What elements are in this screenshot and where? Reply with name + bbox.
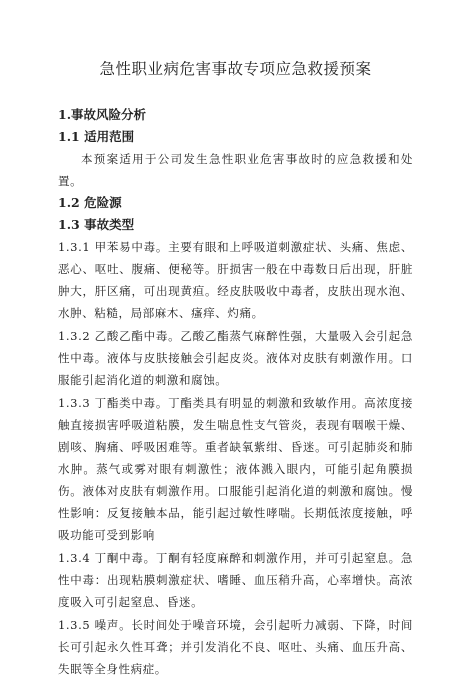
accident-type-item-ethyl-acetate: 1.3.2 乙酸乙酯中毒。乙酸乙酯蒸气麻醉性强，大量吸入会引起急性中毒。液体与皮肤接触会引起皮炎。液体对皮肤有刺激作用。口服能引起消化道的刺激和腐蚀。 [58,329,413,387]
document-title: 急性职业病危害事故专项应急救援预案 [99,60,372,78]
subsection-heading-hazard-source: 1.2 危险源 [58,195,122,210]
section-heading-risk-analysis: 1.事故风险分析 [58,107,147,122]
scope-paragraph: 本预案适用于公司发生急性职业危害事故时的应急救援和处置。 [58,152,413,188]
accident-type-item-toluene: 1.3.1 甲苯易中毒。主要有眼和上呼吸道刺激症状、头痛、焦虑、恶心、呕吐、腹痛、便秘等。肝损害一般在中毒数日后出现，肝脏肿大，肝区痛，可出现黄疸。经皮肤吸收中毒者，皮肤出现水泡、水肿、粘糙，局部麻木、瘙痒、灼痛。 [58,240,413,320]
accident-type-item-butyl-ester: 1.3.3 丁酯类中毒。丁酯类具有明显的刺激和致敏作用。高浓度接触直接损害呼吸道粘膜，发生喘息性支气管炎，表现有咽喉干燥、剧咳、胸痛、呼吸困难等。重者缺氧紫绀、昏迷。可引起肺炎和肺水肿。蒸气或雾对眼有刺激性；液体溅入眼内，可能引起角膜损伤。液体对皮肤有刺激作用。口服能引起消化道的刺激和腐蚀。慢性影响：反复接触本品，能引起过敏性哮喘。长期低浓度接触，呼吸功能可受到影响 [58,396,413,542]
subsection-heading-accident-types: 1.3 事故类型 [58,217,135,232]
accident-type-item-butanone: 1.3.4 丁酮中毒。丁酮有轻度麻醉和刺激作用，并可引起窒息。急性中毒：出现粘膜刺激症状、嗜睡、血压稍升高，心率增快。高浓度吸入可引起窒息、昏迷。 [58,551,413,609]
subsection-heading-scope: 1.1 适用范围 [58,129,135,144]
accident-type-item-noise: 1.3.5 噪声。长时间处于噪音环境，会引起听力减弱、下降，时间长可引起永久性耳聋；并引发消化不良、呕吐、头痛、血压升高、失眠等全身性病症。 [58,618,413,676]
